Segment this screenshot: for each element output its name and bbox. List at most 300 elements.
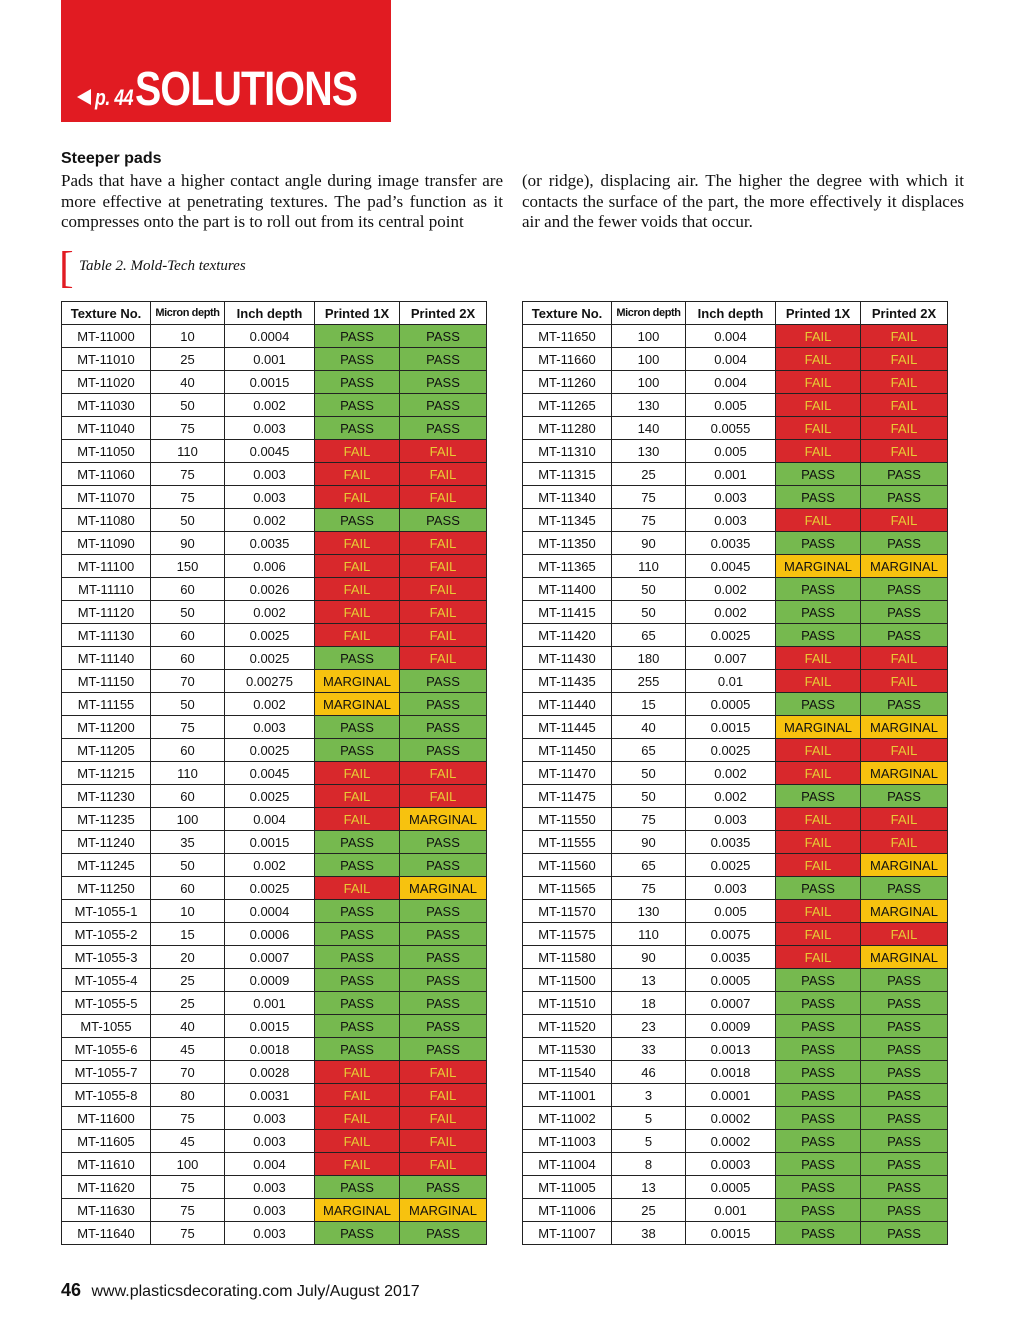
inch-depth-cell: 0.0025 — [686, 624, 776, 647]
printed-2x-cell: PASS — [400, 946, 487, 969]
printed-1x-cell: PASS — [776, 578, 861, 601]
texture-no-cell: MT-11560 — [523, 854, 612, 877]
table-row — [62, 624, 487, 647]
inch-depth-cell: 0.006 — [225, 555, 315, 578]
micron-depth-cell: 25 — [612, 463, 686, 486]
printed-2x-cell: PASS — [861, 601, 948, 624]
micron-depth-cell: 100 — [612, 348, 686, 371]
table-caption: Table 2. Mold-Tech textures — [79, 258, 246, 274]
texture-no-cell: MT-11080 — [62, 509, 151, 532]
inch-depth-cell: 0.0013 — [686, 1038, 776, 1061]
table-row — [523, 1038, 948, 1061]
printed-1x-cell: PASS — [315, 923, 400, 946]
printed-1x-cell: PASS — [315, 647, 400, 670]
printed-1x-cell: FAIL — [315, 555, 400, 578]
texture-no-cell: MT-11640 — [62, 1222, 151, 1245]
printed-1x-cell: PASS — [315, 854, 400, 877]
micron-depth-cell: 180 — [612, 647, 686, 670]
printed-2x-cell: PASS — [861, 969, 948, 992]
printed-1x-cell: FAIL — [776, 946, 861, 969]
inch-depth-cell: 0.0015 — [686, 1222, 776, 1245]
printed-2x-cell: MARGINAL — [861, 716, 948, 739]
texture-no-cell: MT-11230 — [62, 785, 151, 808]
table-row — [62, 1222, 487, 1245]
printed-2x-cell: PASS — [400, 371, 487, 394]
micron-depth-cell: 60 — [151, 647, 225, 670]
texture-no-cell: MT-11520 — [523, 1015, 612, 1038]
printed-1x-cell: MARGINAL — [776, 716, 861, 739]
inch-depth-cell: 0.003 — [225, 1130, 315, 1153]
micron-depth-cell: 20 — [151, 946, 225, 969]
printed-2x-cell: FAIL — [861, 325, 948, 348]
printed-1x-cell: FAIL — [776, 854, 861, 877]
texture-no-cell: MT-1055-3 — [62, 946, 151, 969]
texture-no-cell: MT-11340 — [523, 486, 612, 509]
texture-no-cell: MT-11003 — [523, 1130, 612, 1153]
table-row — [62, 1084, 487, 1107]
micron-depth-cell: 50 — [151, 601, 225, 624]
micron-depth-cell: 100 — [151, 808, 225, 831]
micron-depth-cell: 3 — [612, 1084, 686, 1107]
table-row — [523, 900, 948, 923]
printed-2x-cell: PASS — [400, 1222, 487, 1245]
printed-2x-cell: FAIL — [400, 762, 487, 785]
printed-2x-cell: FAIL — [400, 601, 487, 624]
table-row — [523, 969, 948, 992]
printed-2x-cell: MARGINAL — [861, 555, 948, 578]
table-row — [523, 785, 948, 808]
texture-no-cell: MT-1055-6 — [62, 1038, 151, 1061]
printed-1x-cell: FAIL — [776, 670, 861, 693]
texture-no-cell: MT-11010 — [62, 348, 151, 371]
micron-depth-cell: 60 — [151, 877, 225, 900]
printed-2x-cell: FAIL — [861, 394, 948, 417]
inch-depth-cell: 0.0025 — [686, 854, 776, 877]
texture-no-cell: MT-11060 — [62, 463, 151, 486]
table-row — [523, 601, 948, 624]
texture-no-cell: MT-1055-1 — [62, 900, 151, 923]
inch-depth-cell: 0.004 — [225, 808, 315, 831]
inch-depth-cell: 0.001 — [225, 348, 315, 371]
micron-depth-cell: 65 — [612, 854, 686, 877]
printed-2x-cell: FAIL — [400, 1130, 487, 1153]
inch-depth-cell: 0.0005 — [686, 693, 776, 716]
header-printed-2x: Printed 2X — [400, 302, 487, 325]
micron-depth-cell: 10 — [151, 900, 225, 923]
texture-no-cell: MT-11570 — [523, 900, 612, 923]
printed-2x-cell: MARGINAL — [400, 877, 487, 900]
inch-depth-cell: 0.0025 — [225, 877, 315, 900]
table-row — [523, 808, 948, 831]
printed-1x-cell: PASS — [315, 394, 400, 417]
printed-1x-cell: PASS — [776, 877, 861, 900]
printed-1x-cell: FAIL — [776, 831, 861, 854]
inch-depth-cell: 0.0015 — [686, 716, 776, 739]
inch-depth-cell: 0.00275 — [225, 670, 315, 693]
texture-no-cell: MT-11565 — [523, 877, 612, 900]
body-text-column-2: (or ridge), displacing air. The higher the degree with which it contacts the surface of the part, the more effectively it displaces air and the fewer voids that occur. — [522, 171, 964, 231]
micron-depth-cell: 50 — [612, 601, 686, 624]
printed-1x-cell: PASS — [315, 900, 400, 923]
inch-depth-cell: 0.0045 — [686, 555, 776, 578]
printed-2x-cell: MARGINAL — [400, 1199, 487, 1222]
inch-depth-cell: 0.005 — [686, 394, 776, 417]
printed-1x-cell: FAIL — [776, 371, 861, 394]
micron-depth-cell: 110 — [612, 555, 686, 578]
micron-depth-cell: 60 — [151, 578, 225, 601]
printed-1x-cell: PASS — [315, 969, 400, 992]
table-row — [62, 1061, 487, 1084]
inch-depth-cell: 0.0055 — [686, 417, 776, 440]
printed-1x-cell: FAIL — [315, 440, 400, 463]
table-row — [523, 509, 948, 532]
micron-depth-cell: 90 — [612, 831, 686, 854]
printed-2x-cell: PASS — [400, 716, 487, 739]
micron-depth-cell: 60 — [151, 624, 225, 647]
inch-depth-cell: 0.0009 — [686, 1015, 776, 1038]
printed-1x-cell: FAIL — [776, 394, 861, 417]
micron-depth-cell: 40 — [151, 371, 225, 394]
banner-text — [77, 62, 406, 117]
printed-2x-cell: FAIL — [861, 831, 948, 854]
table-row — [523, 992, 948, 1015]
inch-depth-cell: 0.0009 — [225, 969, 315, 992]
texture-no-cell: MT-11630 — [62, 1199, 151, 1222]
table-row — [62, 348, 487, 371]
inch-depth-cell: 0.0002 — [686, 1107, 776, 1130]
printed-1x-cell: PASS — [315, 1222, 400, 1245]
table-row — [523, 1176, 948, 1199]
texture-no-cell: MT-11440 — [523, 693, 612, 716]
micron-depth-cell: 75 — [612, 877, 686, 900]
inch-depth-cell: 0.003 — [225, 1199, 315, 1222]
inch-depth-cell: 0.0025 — [225, 624, 315, 647]
texture-no-cell: MT-11130 — [62, 624, 151, 647]
table-row — [62, 463, 487, 486]
inch-depth-cell: 0.0006 — [225, 923, 315, 946]
printed-1x-cell: FAIL — [315, 624, 400, 647]
texture-no-cell: MT-11650 — [523, 325, 612, 348]
printed-1x-cell: FAIL — [315, 808, 400, 831]
printed-1x-cell: PASS — [315, 348, 400, 371]
printed-2x-cell: FAIL — [861, 509, 948, 532]
printed-2x-cell: FAIL — [400, 624, 487, 647]
table-row — [62, 785, 487, 808]
texture-no-cell: MT-11315 — [523, 463, 612, 486]
printed-1x-cell: PASS — [315, 831, 400, 854]
printed-1x-cell: PASS — [315, 946, 400, 969]
inch-depth-cell: 0.002 — [225, 854, 315, 877]
texture-no-cell: MT-11002 — [523, 1107, 612, 1130]
footer-url: www.plasticsdecorating.com — [91, 1283, 293, 1300]
texture-no-cell: MT-11280 — [523, 417, 612, 440]
inch-depth-cell: 0.001 — [225, 992, 315, 1015]
header-micron-depth: Micron depth — [612, 302, 686, 325]
texture-no-cell: MT-11100 — [62, 555, 151, 578]
micron-depth-cell: 110 — [151, 762, 225, 785]
texture-no-cell: MT-11430 — [523, 647, 612, 670]
micron-depth-cell: 50 — [151, 854, 225, 877]
printed-1x-cell: PASS — [776, 463, 861, 486]
micron-depth-cell: 33 — [612, 1038, 686, 1061]
texture-no-cell: MT-11420 — [523, 624, 612, 647]
table-row — [523, 946, 948, 969]
texture-no-cell: MT-11580 — [523, 946, 612, 969]
printed-2x-cell: FAIL — [400, 1061, 487, 1084]
micron-depth-cell: 10 — [151, 325, 225, 348]
micron-depth-cell: 25 — [612, 1199, 686, 1222]
micron-depth-cell: 13 — [612, 1176, 686, 1199]
printed-2x-cell: PASS — [861, 463, 948, 486]
printed-2x-cell: PASS — [861, 877, 948, 900]
printed-1x-cell: PASS — [315, 417, 400, 440]
inch-depth-cell: 0.003 — [225, 486, 315, 509]
table-row — [523, 877, 948, 900]
inch-depth-cell: 0.003 — [225, 1107, 315, 1130]
printed-2x-cell: PASS — [861, 1084, 948, 1107]
printed-1x-cell: FAIL — [315, 578, 400, 601]
printed-1x-cell: FAIL — [776, 647, 861, 670]
header-inch-depth: Inch depth — [225, 302, 315, 325]
table-row — [62, 693, 487, 716]
printed-1x-cell: FAIL — [315, 877, 400, 900]
printed-1x-cell: MARGINAL — [315, 670, 400, 693]
printed-2x-cell: MARGINAL — [861, 946, 948, 969]
texture-no-cell: MT-1055-4 — [62, 969, 151, 992]
texture-no-cell: MT-11310 — [523, 440, 612, 463]
micron-depth-cell: 75 — [151, 716, 225, 739]
texture-no-cell: MT-11265 — [523, 394, 612, 417]
printed-2x-cell: PASS — [861, 1222, 948, 1245]
inch-depth-cell: 0.0045 — [225, 762, 315, 785]
table-row — [523, 1153, 948, 1176]
printed-1x-cell: FAIL — [315, 762, 400, 785]
micron-depth-cell: 46 — [612, 1061, 686, 1084]
inch-depth-cell: 0.007 — [686, 647, 776, 670]
texture-no-cell: MT-11660 — [523, 348, 612, 371]
printed-1x-cell: PASS — [776, 969, 861, 992]
printed-1x-cell: PASS — [776, 1199, 861, 1222]
printed-1x-cell: PASS — [315, 509, 400, 532]
micron-depth-cell: 255 — [612, 670, 686, 693]
printed-1x-cell: FAIL — [315, 601, 400, 624]
printed-1x-cell: PASS — [776, 693, 861, 716]
printed-2x-cell: FAIL — [400, 1107, 487, 1130]
texture-no-cell: MT-11030 — [62, 394, 151, 417]
printed-1x-cell: PASS — [315, 325, 400, 348]
printed-2x-cell: PASS — [861, 1038, 948, 1061]
table-row — [62, 371, 487, 394]
table-row — [62, 509, 487, 532]
printed-2x-cell: PASS — [400, 693, 487, 716]
micron-depth-cell: 100 — [612, 371, 686, 394]
texture-no-cell: MT-1055-5 — [62, 992, 151, 1015]
table-row — [62, 716, 487, 739]
micron-depth-cell: 90 — [612, 946, 686, 969]
printed-1x-cell: FAIL — [315, 1130, 400, 1153]
printed-2x-cell: PASS — [861, 1130, 948, 1153]
texture-no-cell: MT-11007 — [523, 1222, 612, 1245]
table-row — [62, 440, 487, 463]
micron-depth-cell: 38 — [612, 1222, 686, 1245]
inch-depth-cell: 0.004 — [225, 1153, 315, 1176]
printed-1x-cell: FAIL — [315, 1107, 400, 1130]
printed-1x-cell: FAIL — [315, 1061, 400, 1084]
micron-depth-cell: 70 — [151, 670, 225, 693]
inch-depth-cell: 0.002 — [225, 509, 315, 532]
inch-depth-cell: 0.0007 — [225, 946, 315, 969]
micron-depth-cell: 60 — [151, 785, 225, 808]
printed-2x-cell: FAIL — [400, 647, 487, 670]
micron-depth-cell: 5 — [612, 1130, 686, 1153]
printed-2x-cell: FAIL — [861, 923, 948, 946]
printed-2x-cell: PASS — [861, 992, 948, 1015]
texture-no-cell: MT-11070 — [62, 486, 151, 509]
texture-no-cell: MT-11620 — [62, 1176, 151, 1199]
inch-depth-cell: 0.0025 — [225, 739, 315, 762]
texture-no-cell: MT-11540 — [523, 1061, 612, 1084]
inch-depth-cell: 0.003 — [225, 1222, 315, 1245]
table-row — [523, 463, 948, 486]
texture-no-cell: MT-11415 — [523, 601, 612, 624]
inch-depth-cell: 0.001 — [686, 463, 776, 486]
micron-depth-cell: 75 — [151, 417, 225, 440]
micron-depth-cell: 50 — [612, 578, 686, 601]
printed-2x-cell: PASS — [861, 624, 948, 647]
inch-depth-cell: 0.0002 — [686, 1130, 776, 1153]
texture-no-cell: MT-11575 — [523, 923, 612, 946]
table-row — [523, 1222, 948, 1245]
table-row — [523, 1015, 948, 1038]
inch-depth-cell: 0.0035 — [686, 946, 776, 969]
table-row — [62, 762, 487, 785]
micron-depth-cell: 45 — [151, 1038, 225, 1061]
inch-depth-cell: 0.0035 — [225, 532, 315, 555]
table-row — [523, 831, 948, 854]
micron-depth-cell: 70 — [151, 1061, 225, 1084]
micron-depth-cell: 15 — [612, 693, 686, 716]
printed-1x-cell: FAIL — [776, 325, 861, 348]
inch-depth-cell: 0.003 — [225, 463, 315, 486]
table-row — [523, 762, 948, 785]
printed-2x-cell: FAIL — [861, 371, 948, 394]
printed-1x-cell: FAIL — [315, 532, 400, 555]
micron-depth-cell: 75 — [612, 808, 686, 831]
printed-2x-cell: FAIL — [861, 670, 948, 693]
printed-2x-cell: MARGINAL — [861, 854, 948, 877]
printed-2x-cell: FAIL — [861, 440, 948, 463]
printed-2x-cell: PASS — [400, 992, 487, 1015]
table-row — [523, 693, 948, 716]
header-inch-depth: Inch depth — [686, 302, 776, 325]
micron-depth-cell: 18 — [612, 992, 686, 1015]
micron-depth-cell: 5 — [612, 1107, 686, 1130]
table-row — [523, 716, 948, 739]
micron-depth-cell: 90 — [151, 532, 225, 555]
micron-depth-cell: 100 — [612, 325, 686, 348]
inch-depth-cell: 0.003 — [686, 486, 776, 509]
table-row — [62, 946, 487, 969]
micron-depth-cell: 110 — [612, 923, 686, 946]
inch-depth-cell: 0.005 — [686, 900, 776, 923]
micron-depth-cell: 8 — [612, 1153, 686, 1176]
texture-no-cell: MT-11530 — [523, 1038, 612, 1061]
texture-no-cell: MT-11250 — [62, 877, 151, 900]
micron-depth-cell: 15 — [151, 923, 225, 946]
inch-depth-cell: 0.0035 — [686, 532, 776, 555]
printed-2x-cell: FAIL — [861, 348, 948, 371]
printed-1x-cell: FAIL — [776, 923, 861, 946]
texture-no-cell: MT-11001 — [523, 1084, 612, 1107]
table-row — [62, 417, 487, 440]
inch-depth-cell: 0.0025 — [686, 739, 776, 762]
texture-no-cell: MT-11020 — [62, 371, 151, 394]
printed-1x-cell: FAIL — [776, 440, 861, 463]
table-row — [523, 647, 948, 670]
micron-depth-cell: 75 — [612, 509, 686, 532]
article-subheading: Steeper pads — [61, 150, 162, 167]
page-number: 46 — [61, 1280, 82, 1300]
printed-1x-cell: PASS — [776, 1107, 861, 1130]
printed-1x-cell: FAIL — [776, 762, 861, 785]
micron-depth-cell: 100 — [151, 1153, 225, 1176]
printed-2x-cell: PASS — [400, 969, 487, 992]
printed-2x-cell: PASS — [861, 1015, 948, 1038]
printed-1x-cell: FAIL — [776, 739, 861, 762]
micron-depth-cell: 150 — [151, 555, 225, 578]
table-row — [523, 854, 948, 877]
header-printed-2x: Printed 2X — [861, 302, 948, 325]
table-row — [62, 831, 487, 854]
inch-depth-cell: 0.0003 — [686, 1153, 776, 1176]
inch-depth-cell: 0.0025 — [225, 785, 315, 808]
printed-2x-cell: MARGINAL — [861, 900, 948, 923]
printed-2x-cell: FAIL — [400, 440, 487, 463]
micron-depth-cell: 130 — [612, 394, 686, 417]
inch-depth-cell: 0.002 — [686, 601, 776, 624]
printed-1x-cell: FAIL — [315, 785, 400, 808]
inch-depth-cell: 0.0015 — [225, 831, 315, 854]
micron-depth-cell: 45 — [151, 1130, 225, 1153]
printed-2x-cell: FAIL — [400, 463, 487, 486]
texture-no-cell: MT-11470 — [523, 762, 612, 785]
printed-1x-cell: FAIL — [776, 417, 861, 440]
micron-depth-cell: 130 — [612, 900, 686, 923]
printed-1x-cell: MARGINAL — [315, 693, 400, 716]
inch-depth-cell: 0.0018 — [686, 1061, 776, 1084]
inch-depth-cell: 0.0031 — [225, 1084, 315, 1107]
table-row — [62, 969, 487, 992]
inch-depth-cell: 0.002 — [225, 601, 315, 624]
texture-no-cell: MT-11200 — [62, 716, 151, 739]
micron-depth-cell: 50 — [612, 785, 686, 808]
micron-depth-cell: 75 — [151, 1222, 225, 1245]
texture-no-cell: MT-11435 — [523, 670, 612, 693]
printed-2x-cell: FAIL — [400, 785, 487, 808]
printed-2x-cell: PASS — [400, 670, 487, 693]
table-row — [523, 371, 948, 394]
table-row — [62, 877, 487, 900]
printed-2x-cell: PASS — [400, 509, 487, 532]
inch-depth-cell: 0.003 — [225, 417, 315, 440]
texture-no-cell: MT-11110 — [62, 578, 151, 601]
inch-depth-cell: 0.0007 — [686, 992, 776, 1015]
printed-2x-cell: PASS — [861, 1153, 948, 1176]
texture-no-cell: MT-11350 — [523, 532, 612, 555]
table-row — [523, 1130, 948, 1153]
table-row — [62, 601, 487, 624]
table-row — [62, 1199, 487, 1222]
